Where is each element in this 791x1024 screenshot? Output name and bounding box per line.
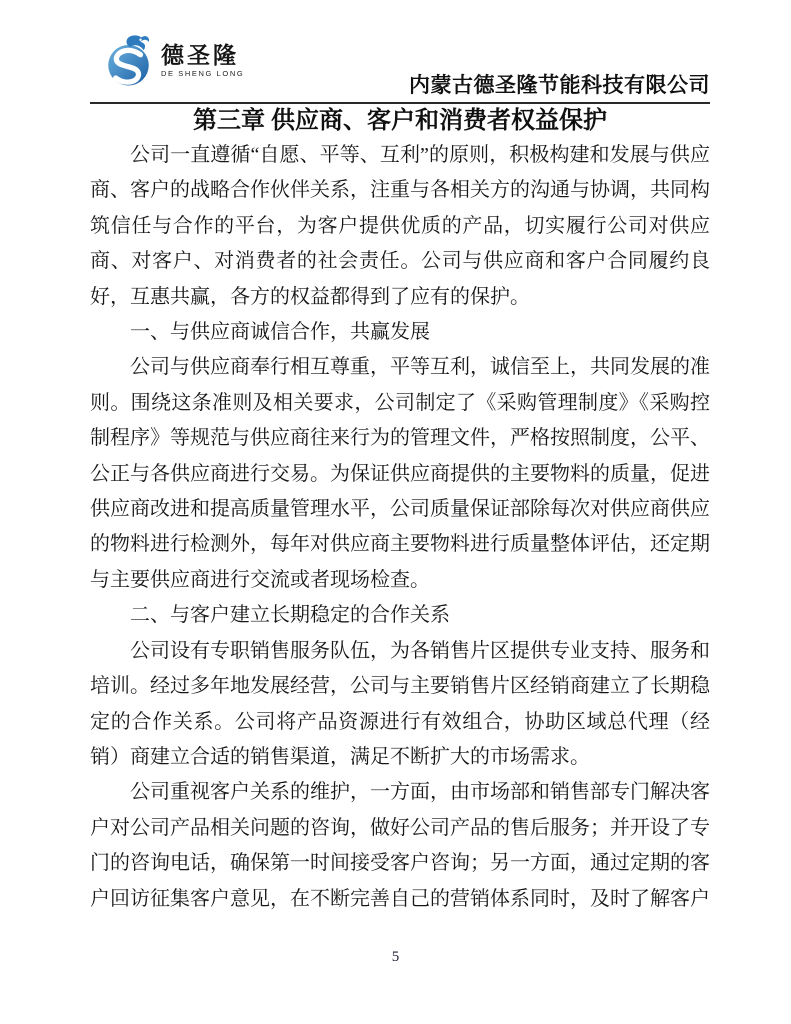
paragraph-customer-relations: 公司重视客户关系的维护，一方面，由市场部和销售部专门解决客户对公司产品相关问题的咨询，做好公司产品的售后服务；并开设了专门的咨询电话，确保第一时间接受客户咨询；另一方面，通过定期的客户回访征集客户意见，在不断完善自己的营销体系同时，及时了解客户: [90, 781, 710, 910]
section-heading-customers: 二、与客户建立长期稳定的合作关系: [130, 604, 450, 627]
company-logo: [106, 32, 244, 88]
company-name: 内蒙古德圣隆节能科技有限公司: [409, 73, 710, 97]
chapter-title: 第三章 供应商、客户和消费者权益保护: [193, 108, 607, 134]
content-area: [90, 0, 710, 917]
page-header: [90, 0, 710, 104]
page-number: 5: [391, 949, 400, 965]
paragraph-customers: 公司设有专职销售服务队伍，为各销售片区提供专业支持、服务和培训。经过多年地发展经营，公司与主要销售片区经销商建立了长期稳定的合作关系。公司将产品资源进行有效组合，协助区域总代理（经销）商建立合适的销售渠道，满足不断扩大的市场需求。: [90, 639, 710, 768]
paragraph-intro: 公司一直遵循“自愿、平等、互利”的原则，积极构建和发展与供应商、客户的战略合作伙伴关系，注重与各相关方的沟通与协调，共同构筑信任与合作的平台，为客户提供优质的产品，切实履行公司对供应商、对客户、对消费者的社会责任。公司与供应商和客户合同履约良好，互惠共赢，各方的权益都得到了应有的保护。: [90, 144, 710, 308]
logo-brand-name-cn: 德圣隆: [161, 41, 239, 68]
logo-brand-name-en: DE SHENG LONG: [161, 68, 245, 78]
dragon-s-logo-icon: [106, 32, 154, 88]
paragraph-suppliers: 公司与供应商奉行相互尊重，平等互利，诚信至上，共同发展的准则。围绕这条准则及相关要求，公司制定了《采购管理制度》《采购控制程序》等规范与供应商往来行为的管理文件，严格按照制度，公平、公正与各供应商进行交易。为保证供应商提供的主要物料的质量，促进供应商改进和提高质量管理水平，公司质量保证部除每次对供应商供应的物料进行检测外，每年对供应商主要物料进行质量整体评估，还定期与主要供应商进行交流或者现场检查。: [90, 356, 710, 591]
section-heading-suppliers: 一、与供应商诚信合作，共赢发展: [130, 321, 430, 344]
logo-text-block: [161, 43, 244, 78]
document-body: [90, 138, 710, 917]
